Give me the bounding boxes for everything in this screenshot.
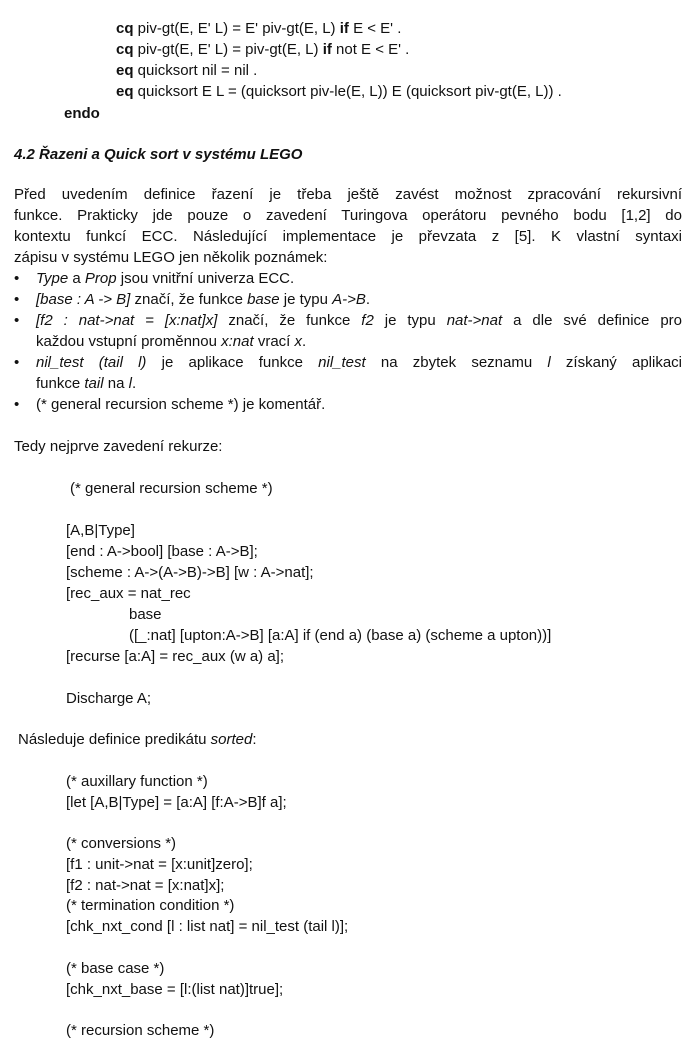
rule-line-1: cq piv-gt(E, E' L) = E' piv-gt(E, L) if E < E' . [116, 20, 402, 37]
code-line: [scheme : A->(A->B)->B] [w : A->nat]; [66, 564, 314, 581]
rule-line-2: cq piv-gt(E, E' L) = piv-gt(E, L) if not E < E' . [116, 41, 410, 58]
code-comment: (* conversions *) [66, 835, 177, 852]
bullet-4: nil_test (tail l) je aplikace funkce nil_test na zbytek seznamu l získaný aplikaci [36, 354, 683, 371]
bullet-marker: • [14, 354, 20, 371]
bullet-3: [f2 : nat->nat = [x:nat]x] značí, že funkce f2 je typu nat->nat a dle své definice pro [36, 312, 683, 329]
code-comment: (* recursion scheme *) [66, 1022, 215, 1039]
intro-line-4: zápisu v systému LEGO jen několik poznámek: [14, 249, 328, 266]
code-line: Discharge A; [66, 690, 152, 707]
code-comment: (* auxillary function *) [66, 773, 208, 790]
code-line: [recurse [a:A] = rec_aux (w a) a]; [66, 648, 285, 665]
endo-keyword: endo [64, 105, 100, 122]
intro-line-2: funkce. Prakticky jde pouze o zavedení Turingova operátoru pevného bodu [1,2] do [14, 207, 682, 224]
recursion-intro: Tedy nejprve zavedení rekurze: [14, 438, 223, 455]
code-line: [end : A->bool] [base : A->B]; [66, 543, 258, 560]
code-line: [f2 : nat->nat = [x:nat]x]; [66, 877, 225, 894]
code-line: [A,B|Type] [66, 522, 135, 539]
code-line: [chk_nxt_base = [l:(list nat)]true]; [66, 981, 284, 998]
intro-line-1: Před uvedením definice řazení je třeba ještě zavést možnost zpracování rekursivní [14, 186, 682, 203]
code-line: [f1 : unit->nat = [x:unit]zero]; [66, 856, 253, 873]
bullet-2: [base : A -> B] značí, že funkce base je typu A->B. [36, 291, 371, 308]
bullet-4-cont: funkce tail na l. [36, 375, 137, 392]
intro-line-3: kontextu funkcí ECC. Následující implementace je převzata z [5]. K vlastní syntaxi [14, 228, 682, 245]
code-line: [chk_nxt_cond [l : list nat] = nil_test (tail l)]; [66, 918, 349, 935]
bullet-marker: • [14, 291, 20, 308]
bullet-5: (* general recursion scheme *) je komentář. [36, 396, 326, 413]
code-line: [let [A,B|Type] = [a:A] [f:A->B]f a]; [66, 794, 287, 811]
bullet-marker: • [14, 312, 20, 329]
code-line: [rec_aux = nat_rec [66, 585, 191, 602]
bullet-1: Type a Prop jsou vnitřní univerza ECC. [36, 270, 295, 287]
code-line: base [129, 606, 162, 623]
code-comment: (* base case *) [66, 960, 165, 977]
rule-line-3: eq quicksort nil = nil . [116, 62, 258, 79]
code-comment: (* general recursion scheme *) [70, 480, 273, 497]
sorted-intro: Následuje definice predikátu sorted: [18, 731, 257, 748]
code-line: ([_:nat] [upton:A->B] [a:A] if (end a) (base a) (scheme a upton))] [129, 627, 552, 644]
rule-line-4: eq quicksort E L = (quicksort piv-le(E, L)) E (quicksort piv-gt(E, L)) . [116, 83, 562, 100]
bullet-marker: • [14, 396, 20, 413]
code-comment: (* termination condition *) [66, 897, 235, 914]
bullet-3-cont: každou vstupní proměnnou x:nat vrací x. [36, 333, 307, 350]
section-heading: 4.2 Řazeni a Quick sort v systému LEGO [14, 146, 303, 163]
bullet-marker: • [14, 270, 20, 287]
